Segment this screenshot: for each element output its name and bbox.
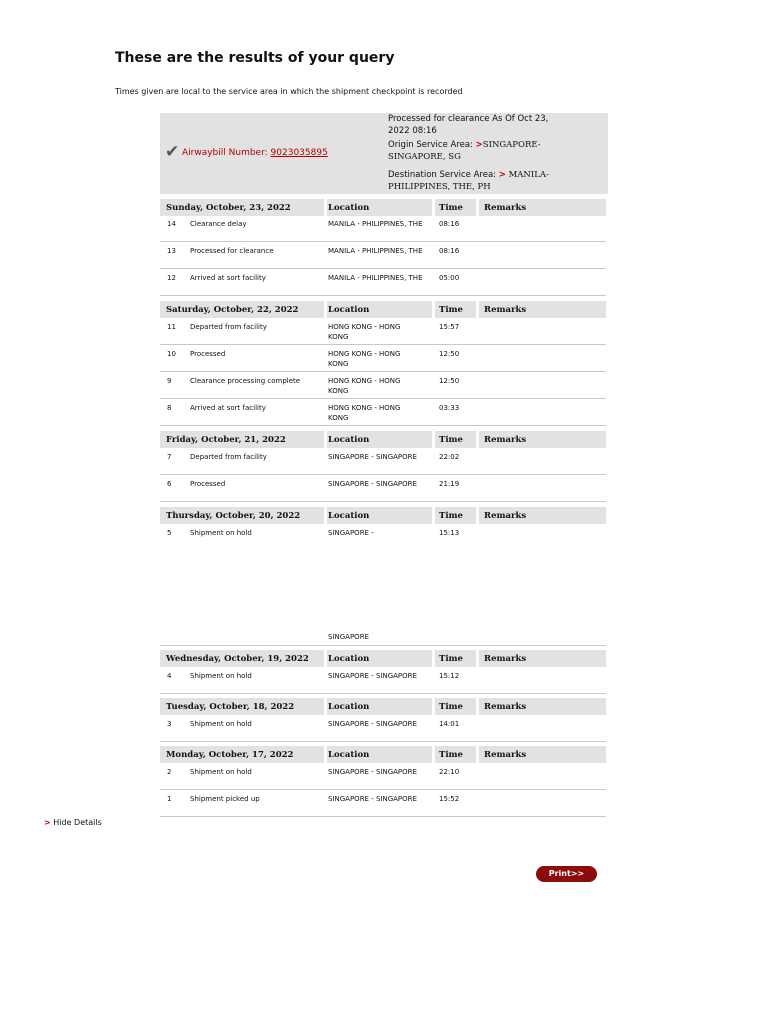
column-separator bbox=[432, 242, 435, 268]
checkpoint-row bbox=[160, 399, 606, 426]
checkpoint-number: 10 bbox=[167, 350, 176, 358]
day-header-date: Wednesday, October, 19, 2022 bbox=[166, 654, 309, 664]
column-separator bbox=[476, 650, 479, 667]
column-separator bbox=[432, 199, 435, 216]
checkpoint-row bbox=[160, 215, 606, 242]
day-header-row bbox=[160, 507, 606, 525]
column-separator bbox=[476, 399, 479, 425]
checkpoint-description: Shipment on hold bbox=[190, 529, 252, 537]
remarks-header: Remarks bbox=[484, 702, 527, 712]
time-header: Time bbox=[439, 305, 463, 315]
column-separator bbox=[476, 524, 479, 645]
checkpoint-description: Clearance delay bbox=[190, 220, 247, 228]
checkpoint-time: 22:02 bbox=[439, 453, 460, 461]
column-separator bbox=[324, 746, 327, 763]
column-separator bbox=[324, 667, 327, 693]
column-separator bbox=[476, 431, 479, 448]
checkpoint-number: 12 bbox=[167, 274, 176, 282]
column-separator bbox=[476, 763, 479, 789]
day-header-row bbox=[160, 431, 606, 449]
column-separator bbox=[324, 431, 327, 448]
column-separator bbox=[476, 318, 479, 344]
checkpoint-description: Shipment on hold bbox=[190, 720, 252, 728]
checkpoint-number: 11 bbox=[167, 323, 176, 331]
status-line: Processed for clearance As Of Oct 23, 2022 08:16 bbox=[388, 114, 549, 136]
checkpoint-time: 08:16 bbox=[439, 247, 460, 255]
checkmark-icon: ✔ bbox=[165, 142, 180, 162]
column-separator bbox=[432, 650, 435, 667]
column-separator bbox=[324, 650, 327, 667]
column-separator bbox=[476, 448, 479, 474]
day-header-date: Tuesday, October, 18, 2022 bbox=[166, 702, 295, 712]
checkpoint-time: 15:12 bbox=[439, 672, 460, 680]
column-separator bbox=[476, 269, 479, 295]
checkpoint-number: 7 bbox=[167, 453, 172, 461]
remarks-header: Remarks bbox=[484, 203, 527, 213]
checkpoint-row bbox=[160, 763, 606, 790]
checkpoint-location: HONG KONG - HONG KONG bbox=[328, 377, 401, 395]
checkpoint-time: 15:13 bbox=[439, 529, 460, 537]
day-header-date: Thursday, October, 20, 2022 bbox=[166, 511, 301, 521]
checkpoint-number: 4 bbox=[167, 672, 172, 680]
day-header-row bbox=[160, 746, 606, 764]
day-header-row bbox=[160, 698, 606, 716]
checkpoint-number: 1 bbox=[167, 795, 172, 803]
column-separator bbox=[324, 715, 327, 741]
column-separator bbox=[432, 372, 435, 398]
column-separator bbox=[432, 269, 435, 295]
column-separator bbox=[324, 242, 327, 268]
column-separator bbox=[324, 215, 327, 241]
column-separator bbox=[324, 763, 327, 789]
column-separator bbox=[432, 746, 435, 763]
checkpoint-time: 14:01 bbox=[439, 720, 460, 728]
column-separator bbox=[324, 345, 327, 371]
checkpoint-location: SINGAPORE - SINGAPORE bbox=[328, 453, 417, 461]
column-separator bbox=[324, 507, 327, 524]
page-subtitle: Times given are local to the service area in which the shipment checkpoint is recorded bbox=[115, 87, 463, 96]
column-separator bbox=[432, 448, 435, 474]
checkpoint-location: SINGAPORE - SINGAPORE bbox=[328, 795, 417, 803]
page-title: These are the results of your query bbox=[115, 50, 395, 66]
column-separator bbox=[476, 215, 479, 241]
column-separator bbox=[476, 372, 479, 398]
column-separator bbox=[324, 698, 327, 715]
checkpoint-number: 8 bbox=[167, 404, 172, 412]
origin-label: Origin Service Area: bbox=[388, 140, 473, 150]
checkpoint-number: 3 bbox=[167, 720, 172, 728]
column-separator bbox=[476, 715, 479, 741]
day-header-date: Monday, October, 17, 2022 bbox=[166, 750, 294, 760]
remarks-header: Remarks bbox=[484, 305, 527, 315]
column-separator bbox=[432, 301, 435, 318]
destination-value[interactable]: MANILA-PHILIPPINES, THE, PH bbox=[388, 170, 549, 192]
remarks-header: Remarks bbox=[484, 435, 527, 445]
location-header: Location bbox=[328, 305, 370, 315]
remarks-header: Remarks bbox=[484, 511, 527, 521]
column-separator bbox=[476, 301, 479, 318]
day-header-date: Saturday, October, 22, 2022 bbox=[166, 305, 299, 315]
checkpoint-location: HONG KONG - HONG KONG bbox=[328, 323, 401, 341]
checkpoint-time: 12:50 bbox=[439, 350, 460, 358]
checkpoint-time: 12:50 bbox=[439, 377, 460, 385]
location-header: Location bbox=[328, 702, 370, 712]
print-button[interactable]: Print>> bbox=[536, 866, 597, 882]
column-separator bbox=[432, 345, 435, 371]
hide-details-label: Hide Details bbox=[53, 818, 102, 827]
column-separator bbox=[324, 790, 327, 816]
location-header: Location bbox=[328, 435, 370, 445]
column-separator bbox=[324, 269, 327, 295]
column-separator bbox=[324, 372, 327, 398]
day-header-date: Friday, October, 21, 2022 bbox=[166, 435, 286, 445]
checkpoint-location: HONG KONG - HONG KONG bbox=[328, 404, 401, 422]
airwaybill-label bbox=[182, 148, 328, 158]
airwaybill-number-link[interactable]: 9023035895 bbox=[270, 148, 328, 158]
checkpoint-location: SINGAPORE - SINGAPORE bbox=[328, 672, 417, 680]
hide-details-link[interactable] bbox=[44, 818, 102, 827]
time-header: Time bbox=[439, 702, 463, 712]
checkpoint-row bbox=[160, 667, 606, 694]
checkpoint-description: Arrived at sort facility bbox=[190, 274, 266, 282]
checkpoint-row bbox=[160, 372, 606, 399]
checkpoint-number: 5 bbox=[167, 529, 172, 537]
column-separator bbox=[476, 242, 479, 268]
column-separator bbox=[476, 790, 479, 816]
column-separator bbox=[476, 345, 479, 371]
column-separator bbox=[324, 399, 327, 425]
checkpoint-location: SINGAPORE - SINGAPORE bbox=[328, 720, 417, 728]
day-header-date: Sunday, October, 23, 2022 bbox=[166, 203, 291, 213]
checkpoint-description: Arrived at sort facility bbox=[190, 404, 266, 412]
checkpoint-number: 13 bbox=[167, 247, 176, 255]
checkpoint-location: SINGAPORE - bbox=[328, 529, 374, 537]
checkpoint-location: MANILA - PHILIPPINES, THE bbox=[328, 274, 423, 282]
column-separator bbox=[324, 524, 327, 645]
checkpoint-description: Departed from facility bbox=[190, 323, 267, 331]
location-header: Location bbox=[328, 511, 370, 521]
column-separator bbox=[432, 763, 435, 789]
day-header-row bbox=[160, 301, 606, 319]
column-separator bbox=[432, 318, 435, 344]
checkpoint-time: 05:00 bbox=[439, 274, 460, 282]
shipment-summary bbox=[160, 113, 608, 194]
column-separator bbox=[432, 475, 435, 501]
location-header: Location bbox=[328, 750, 370, 760]
time-header: Time bbox=[439, 435, 463, 445]
column-separator bbox=[432, 698, 435, 715]
arrow-icon: > bbox=[44, 818, 51, 827]
column-separator bbox=[432, 507, 435, 524]
column-separator bbox=[432, 431, 435, 448]
checkpoint-row bbox=[160, 715, 606, 742]
checkpoint-row bbox=[160, 524, 606, 646]
column-separator bbox=[476, 199, 479, 216]
checkpoint-row bbox=[160, 448, 606, 475]
checkpoint-row bbox=[160, 318, 606, 345]
remarks-header: Remarks bbox=[484, 654, 527, 664]
column-separator bbox=[432, 215, 435, 241]
checkpoint-location: MANILA - PHILIPPINES, THE bbox=[328, 220, 423, 228]
checkpoint-location: SINGAPORE - SINGAPORE bbox=[328, 768, 417, 776]
destination-label: Destination Service Area: bbox=[388, 170, 497, 180]
checkpoint-location: HONG KONG - HONG KONG bbox=[328, 350, 401, 368]
checkpoint-time: 15:52 bbox=[439, 795, 460, 803]
column-separator bbox=[432, 790, 435, 816]
checkpoint-description: Processed bbox=[190, 350, 226, 358]
column-separator bbox=[432, 715, 435, 741]
checkpoint-location-continued: SINGAPORE bbox=[328, 633, 369, 641]
column-separator bbox=[324, 199, 327, 216]
column-separator bbox=[476, 475, 479, 501]
column-separator bbox=[432, 524, 435, 645]
column-separator bbox=[324, 301, 327, 318]
checkpoint-description: Departed from facility bbox=[190, 453, 267, 461]
destination-service-area bbox=[388, 169, 568, 193]
column-separator bbox=[324, 318, 327, 344]
checkpoint-row bbox=[160, 242, 606, 269]
column-separator bbox=[476, 667, 479, 693]
checkpoint-description: Shipment on hold bbox=[190, 768, 252, 776]
day-header-row bbox=[160, 650, 606, 668]
airwaybill-label-text: Airwaybill Number: bbox=[182, 148, 268, 158]
time-header: Time bbox=[439, 203, 463, 213]
checkpoint-description: Shipment on hold bbox=[190, 672, 252, 680]
column-separator bbox=[324, 448, 327, 474]
checkpoint-time: 15:57 bbox=[439, 323, 460, 331]
arrow-icon: > bbox=[498, 170, 506, 180]
location-header: Location bbox=[328, 654, 370, 664]
time-header: Time bbox=[439, 511, 463, 521]
time-header: Time bbox=[439, 750, 463, 760]
checkpoint-time: 03:33 bbox=[439, 404, 460, 412]
time-header: Time bbox=[439, 654, 463, 664]
checkpoint-number: 6 bbox=[167, 480, 172, 488]
remarks-header: Remarks bbox=[484, 750, 527, 760]
checkpoint-time: 21:19 bbox=[439, 480, 460, 488]
checkpoint-number: 14 bbox=[167, 220, 176, 228]
checkpoint-description: Processed bbox=[190, 480, 226, 488]
column-separator bbox=[476, 698, 479, 715]
checkpoint-description: Shipment picked up bbox=[190, 795, 260, 803]
checkpoint-location: MANILA - PHILIPPINES, THE bbox=[328, 247, 423, 255]
column-separator bbox=[476, 507, 479, 524]
origin-value[interactable]: SINGAPORE-SINGAPORE, SG bbox=[388, 140, 541, 162]
checkpoint-row bbox=[160, 790, 606, 817]
checkpoint-row bbox=[160, 269, 606, 296]
column-separator bbox=[432, 667, 435, 693]
column-separator bbox=[324, 475, 327, 501]
checkpoint-time: 22:10 bbox=[439, 768, 460, 776]
checkpoint-location: SINGAPORE - SINGAPORE bbox=[328, 480, 417, 488]
origin-service-area bbox=[388, 139, 568, 163]
arrow-icon: > bbox=[475, 140, 483, 150]
checkpoint-time: 08:16 bbox=[439, 220, 460, 228]
checkpoint-description: Processed for clearance bbox=[190, 247, 274, 255]
location-header: Location bbox=[328, 203, 370, 213]
column-separator bbox=[476, 746, 479, 763]
checkpoint-number: 2 bbox=[167, 768, 172, 776]
checkpoint-number: 9 bbox=[167, 377, 172, 385]
checkpoint-description: Clearance processing complete bbox=[190, 377, 301, 385]
checkpoint-row bbox=[160, 345, 606, 372]
checkpoint-row bbox=[160, 475, 606, 502]
column-separator bbox=[432, 399, 435, 425]
